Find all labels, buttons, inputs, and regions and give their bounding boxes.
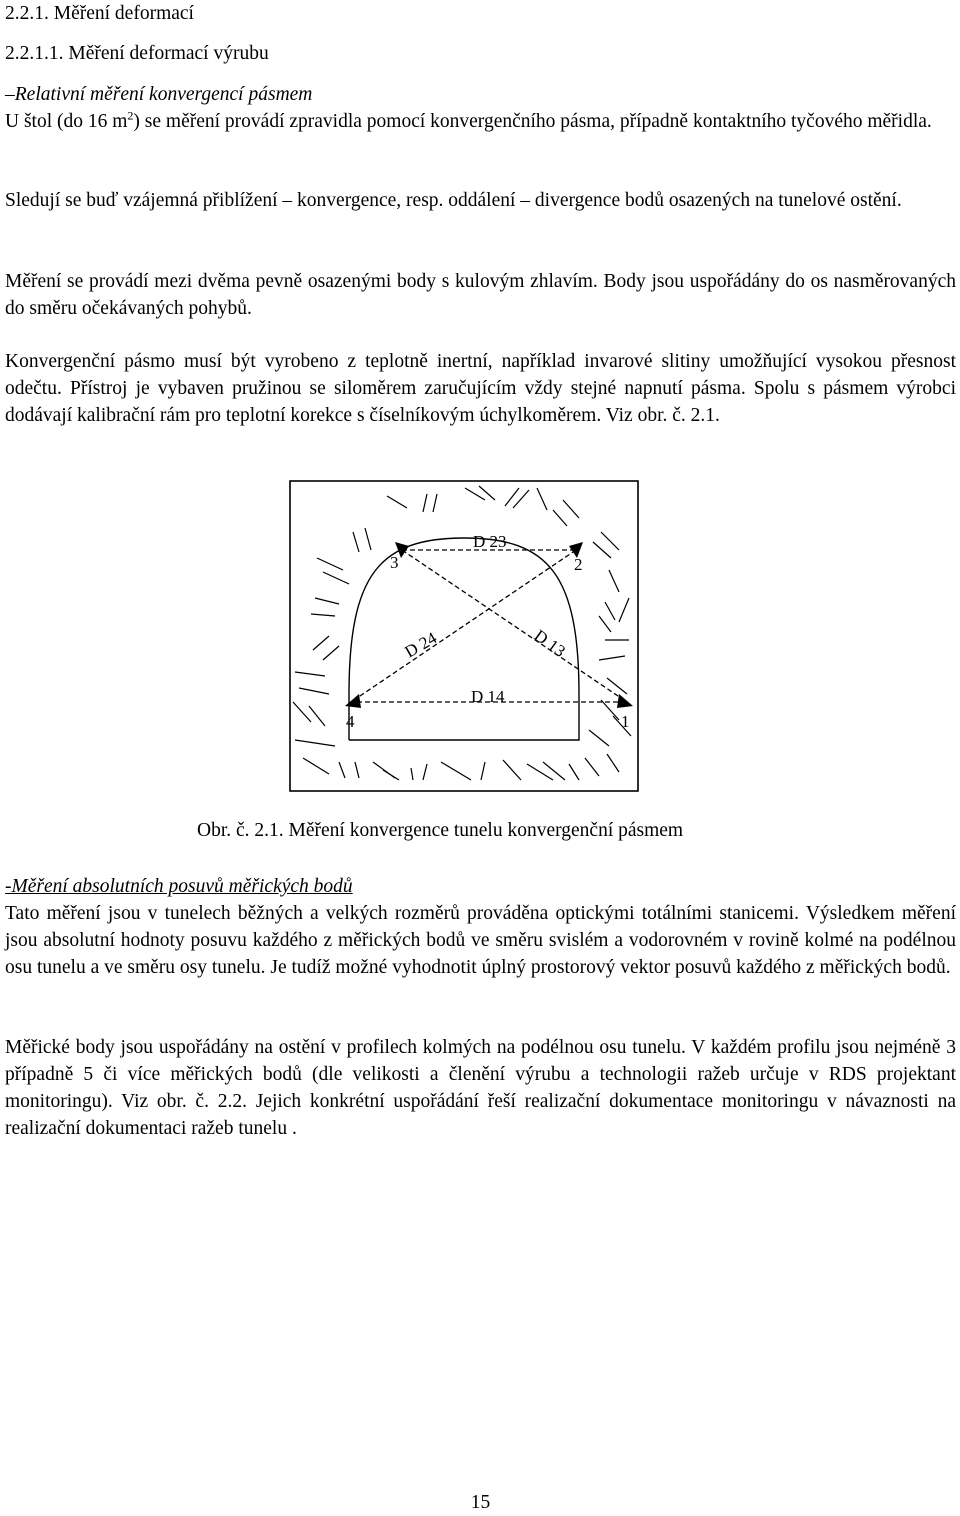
paragraph-absolute-measurement: [5, 873, 956, 981]
label-d14: D 14: [471, 687, 505, 706]
absolute-measurement-title: -Měření absolutních posuvů měřických bodů: [5, 876, 353, 897]
paragraph-measurement-profiles: Měřické body jsou uspořádány na ostění v profilech kolmých na podélnou osu tunelu. V každém profilu jsou nejméně 3 případně 5 či více měřických bodů (dle velikosti a členění výrubu a technologii ražeb určuje v RDS projektant monitoringu). Viz obr. č. 2.2. Jejich konkrétní uspořádání řeší realizační dokumentace monitoringu v návaznosti na realizační dokumentaci ražeb tunelu .: [5, 1037, 956, 1139]
label-d23: D 23: [473, 532, 507, 551]
paragraph-convergence-tape: Konvergenční pásmo musí být vyrobeno z teplotně inertní, například invarové slitiny umožňující vysokou přesnost odečtu. Přístroj je vybaven pružinou se siloměrem zaručujícím vždy stejné napnutí pásma. Spolu s pásmem výrobci dodávají kalibrační rám pro teplotní korekce s číselníkovým úchylkoměrem. Viz obr. č. 2.1.: [5, 351, 956, 426]
label-d24: D 24: [401, 628, 441, 662]
label-point-1: 1: [621, 712, 630, 731]
tunnel-convergence-figure: [289, 480, 639, 792]
label-d13: D 13: [530, 625, 569, 661]
paragraph-text: U štol (do 16 m: [5, 111, 128, 132]
figure-caption: Obr. č. 2.1. Měření konvergence tunelu konvergenční pásmem: [197, 820, 684, 841]
paragraph-text: ) se měření provádí zpravidla pomocí konvergenčního pásma, případně kontaktního tyčového měřidla.: [133, 111, 932, 132]
label-point-2: 2: [574, 555, 583, 574]
subsection-heading: 2.2.1.1. Měření deformací výrubu: [5, 43, 269, 64]
paragraph-convergence: Sledují se buď vzájemná přiblížení – konvergence, resp. oddálení – divergence bodů osazených na tunelové ostění.: [5, 190, 902, 211]
tunnel-diagram: [289, 480, 639, 792]
label-point-3: 3: [390, 553, 399, 572]
relative-measurement-title: –Relativní měření konvergencí pásmem: [5, 84, 313, 105]
section-heading: 2.2.1. Měření deformací: [5, 3, 194, 24]
superscript: 2: [127, 108, 134, 123]
paragraph-measurement-points: Měření se provádí mezi dvěma pevně osazenými body s kulovým zhlavím. Body jsou uspořádány do os nasměrovaných do směru očekávaných pohybů.: [5, 271, 956, 319]
paragraph-relative-title: [5, 81, 956, 135]
page-number: 15: [470, 1492, 491, 1513]
label-point-4: 4: [346, 712, 355, 731]
paragraph-text: Tato měření jsou v tunelech běžných a velkých rozměrů prováděna optickými totálními stanicemi. Výsledkem měření jsou absolutní hodnoty posuvu každého z měřických bodů ve směru svislém a vodorovném v rovině kolmé na podélnou osu tunelu a ve směru osy tunelu. Je tudíž možné vyhodnotit úplný prostorový vektor posuvů každého z měřických bodů.: [5, 903, 956, 978]
